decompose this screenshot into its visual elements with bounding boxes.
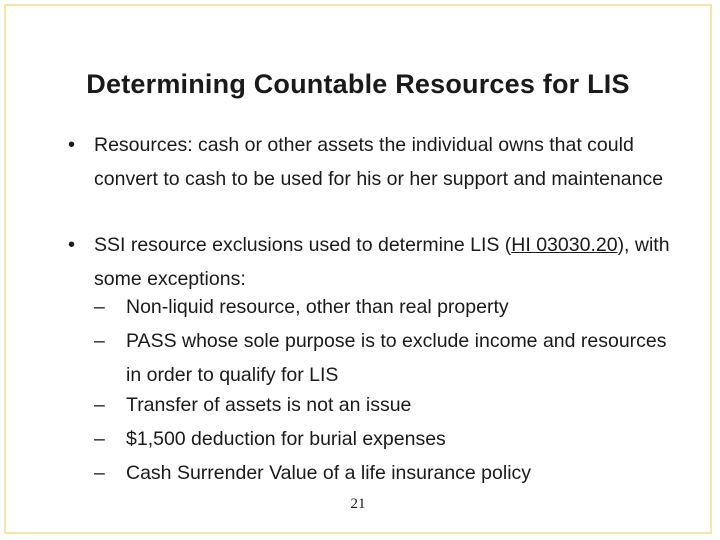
sub-bullet-text: Transfer of assets is not an issue xyxy=(126,394,412,416)
sub-bullet-item xyxy=(94,456,684,490)
slide-title: Determining Countable Resources for LIS xyxy=(86,69,630,99)
sub-bullet-text: PASS whose sole purpose is to exclude income and resources in order to qualify for LIS xyxy=(126,330,667,386)
bullet-marker: • xyxy=(68,234,76,256)
bullet-text: Resources: cash or other assets the individual owns that could convert to cash to be used for his or her support and maintenance xyxy=(94,134,664,190)
bullet-item-ssi-exclusions xyxy=(68,228,678,296)
dash-marker: – xyxy=(94,296,105,318)
bullet-text xyxy=(68,228,678,296)
sub-bullet-item xyxy=(94,388,684,422)
dash-marker: – xyxy=(94,330,105,352)
sub-bullet-text: Cash Surrender Value of a life insurance policy xyxy=(126,462,532,484)
bullet-marker: • xyxy=(68,134,76,156)
page-number: 21 xyxy=(350,496,366,512)
bullet-text-after: ), with some exceptions: xyxy=(94,234,670,290)
dash-marker: – xyxy=(94,462,105,484)
hi-reference-link[interactable]: HI 03030.20 xyxy=(511,234,618,256)
dash-marker: – xyxy=(94,428,105,450)
slide xyxy=(4,4,712,534)
sub-bullet-text: $1,500 deduction for burial expenses xyxy=(126,428,446,450)
bullet-text-before: SSI resource exclusions used to determine LIS ( xyxy=(94,234,512,256)
sub-bullet-item xyxy=(94,290,684,324)
sub-bullet-item xyxy=(94,422,684,456)
bullet-item-resources xyxy=(68,128,678,196)
sub-bullet-item xyxy=(94,324,684,392)
dash-marker: – xyxy=(94,394,105,416)
sub-bullet-text: Non-liquid resource, other than real property xyxy=(126,296,509,318)
